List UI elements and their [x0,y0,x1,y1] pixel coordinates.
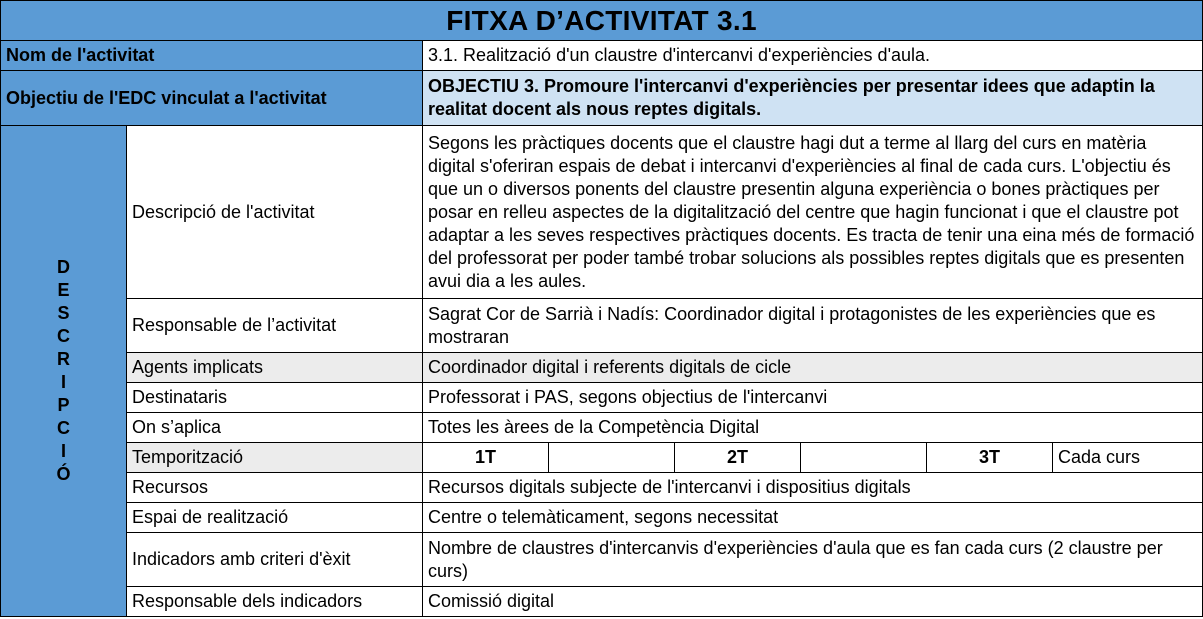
timing-frequency: Cada curs [1053,443,1203,473]
venue-value: Centre o telemàticament, segons necessitat [423,503,1203,533]
applies-value: Totes les àrees de la Competència Digital [423,413,1203,443]
timing-term-2: 2T [675,443,801,473]
edc-objective-value: OBJECTIU 3. Promoure l'intercanvi d'experiències per presentar idees que adaptin la realitat docent als nous reptes digitals. [423,71,1203,126]
side-label-descripcio [1,126,127,617]
side-letter: C [57,418,70,438]
recipients-label: Destinataris [127,383,423,413]
agents-label: Agents implicats [127,353,423,383]
applies-label: On s’aplica [127,413,423,443]
edc-objective-label: Objectiu de l'EDC vinculat a l'activitat [1,71,423,126]
responsible-value: Sagrat Cor de Sarrià i Nadís: Coordinador digital i protagonistes de les experiències que es mostraran [423,299,1203,353]
indicators-responsible-label: Responsable dels indicadors [127,587,423,617]
description-value: Segons les pràctiques docents que el claustre hagi dut a terme al llarg del curs en matèria digital s'oferiran espais de debat i intercanvi d'experiències al final de cada curs. L'objectiu és que un o diversos ponents del claustre presentin alguna experiència o bones pràctiques per posar en relleu aspectes de la digitalització del centre que hagin funcionat i que el claustre pot adaptar a les seves respectives pràctiques docents. Es tracta de tenir una eina més de formació del professorat per poder també trobar solucions als possibles reptes digitals que es presenten avui dia a les aules. [423,126,1203,299]
side-letter: I [60,372,66,392]
recipients-value: Professorat i PAS, segons objectius de l'intercanvi [423,383,1203,413]
side-letter: C [57,326,70,346]
timing-term-3: 3T [927,443,1053,473]
indicators-value: Nombre de claustres d'intercanvis d'experiències d'aula que es fan cada curs (2 claustre per curs) [423,533,1203,587]
timing-term-2-value [801,443,927,473]
indicators-responsible-value: Comissió digital [423,587,1203,617]
responsible-label: Responsable de l’activitat [127,299,423,353]
timing-term-1-value [549,443,675,473]
side-letter: S [57,303,70,323]
side-letter: I [60,441,66,461]
indicators-label: Indicadors amb criteri d'èxit [127,533,423,587]
resources-label: Recursos [127,473,423,503]
sheet-title: FITXA D’ACTIVITAT 3.1 [1,1,1203,41]
side-letter: R [57,349,70,369]
side-letter: Ó [56,464,71,484]
side-letter: D [57,257,70,277]
activity-name-label: Nom de l'activitat [1,41,423,71]
side-letter: P [57,395,70,415]
timing-label: Temporització [127,443,423,473]
activity-name-value: 3.1. Realització d'un claustre d'intercanvi d'experiències d'aula. [423,41,1203,71]
agents-value: Coordinador digital i referents digitals de cicle [423,353,1203,383]
side-letter: E [57,280,70,300]
description-label: Descripció de l'activitat [127,126,423,299]
resources-value: Recursos digitals subjecte de l'intercanvi i dispositius digitals [423,473,1203,503]
timing-term-1: 1T [423,443,549,473]
venue-label: Espai de realització [127,503,423,533]
